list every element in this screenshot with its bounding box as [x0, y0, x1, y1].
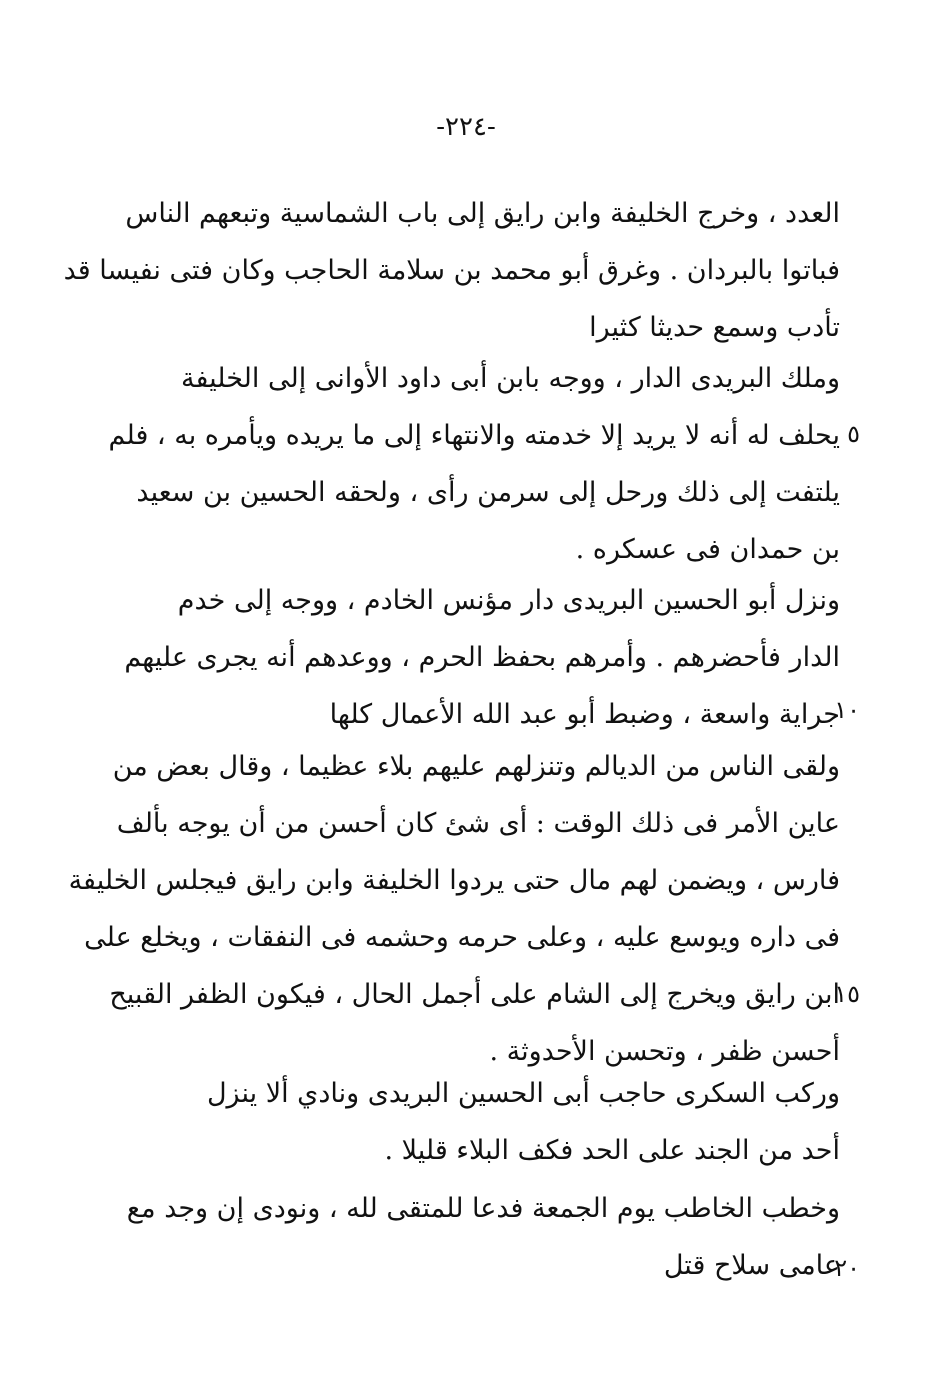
- text-line-4: وملك البريدى الدار ، ووجه بابن أبى داود الأوانى إلى الخليفة: [181, 363, 840, 394]
- line-number-10: ١٠: [834, 696, 860, 724]
- text-line-12: عاين الأمر فى ذلك الوقت : أى شئ كان أحسن من أن يوجه بألف: [116, 808, 840, 839]
- paragraph-5: [130, 1065, 840, 1179]
- text-line-19: وخطب الخاطب يوم الجمعة فدعا للمتقى لله ، ونودى إن وجد مع: [126, 1193, 840, 1224]
- text-line-3: تأدب وسمع حديثا كثيرا: [589, 312, 840, 343]
- line-number-5: ٥: [847, 420, 860, 448]
- text-line-6: يلتفت إلى ذلك ورحل إلى سرمن رأى ، ولحقه الحسين بن سعيد: [136, 477, 840, 508]
- page-number: -٢٢٤-: [436, 112, 496, 142]
- text-line-17: وركب السكرى حاجب أبى الحسين البريدى ونادي ألا ينزل: [206, 1078, 840, 1109]
- line-number-20: ٢٠: [834, 1254, 860, 1282]
- body-text: [63, 185, 840, 356]
- text-line-8: ونزل أبو الحسين البريدى دار مؤنس الخادم ، ووجه إلى خدم: [177, 585, 840, 616]
- text-line-18: أحد من الجند على الحد فكف البلاء قليلا .: [384, 1135, 840, 1166]
- text-line-11: ولقى الناس من الديالم وتنزلهم عليهم بلاء عظيما ، وقال بعض من: [112, 751, 840, 782]
- paragraph-4: [68, 738, 840, 1080]
- text-line-10: جراية واسعة ، وضبط أبو عبد الله الأعمال كلها: [329, 699, 840, 730]
- text-line-7: بن حمدان فى عسكره .: [575, 534, 840, 565]
- text-line-9: الدار فأحضرهم . وأمرهم بحفظ الحرم ، ووعدهم أنه يجرى عليهم: [124, 642, 840, 673]
- text-line-13: فارس ، ويضمن لهم مال حتى يردوا الخليفة وابن رايق فيجلس الخليفة: [68, 865, 840, 896]
- text-line-15: ابن رايق ويخرج إلى الشام على أجمل الحال ، فيكون الظفر القبيح: [109, 979, 840, 1010]
- text-line-1: العدد ، وخرج الخليفة وابن رايق إلى باب الشماسية وتبعهم الناس: [125, 198, 840, 229]
- paragraph-2: [108, 350, 840, 578]
- text-line-2: فباتوا بالبردان . وغرق أبو محمد بن سلامة الحاجب وكان فتى نفيسا قد: [63, 255, 840, 286]
- line-number-15: ١٥: [834, 980, 860, 1008]
- paragraph-6: [126, 1180, 840, 1294]
- text-line-5: يحلف له أنه لا يريد إلا خدمته والانتهاء إلى ما يريده ويأمره به ، فلم: [108, 420, 840, 451]
- paragraph-3: [124, 572, 840, 743]
- text-line-16: أحسن ظفر ، وتحسن الأحدوثة .: [489, 1036, 840, 1067]
- text-line-14: فى داره ويوسع عليه ، وعلى حرمه وحشمه فى النفقات ، ويخلع على: [84, 922, 840, 953]
- text-line-20: عامى سلاح قتل: [663, 1250, 840, 1281]
